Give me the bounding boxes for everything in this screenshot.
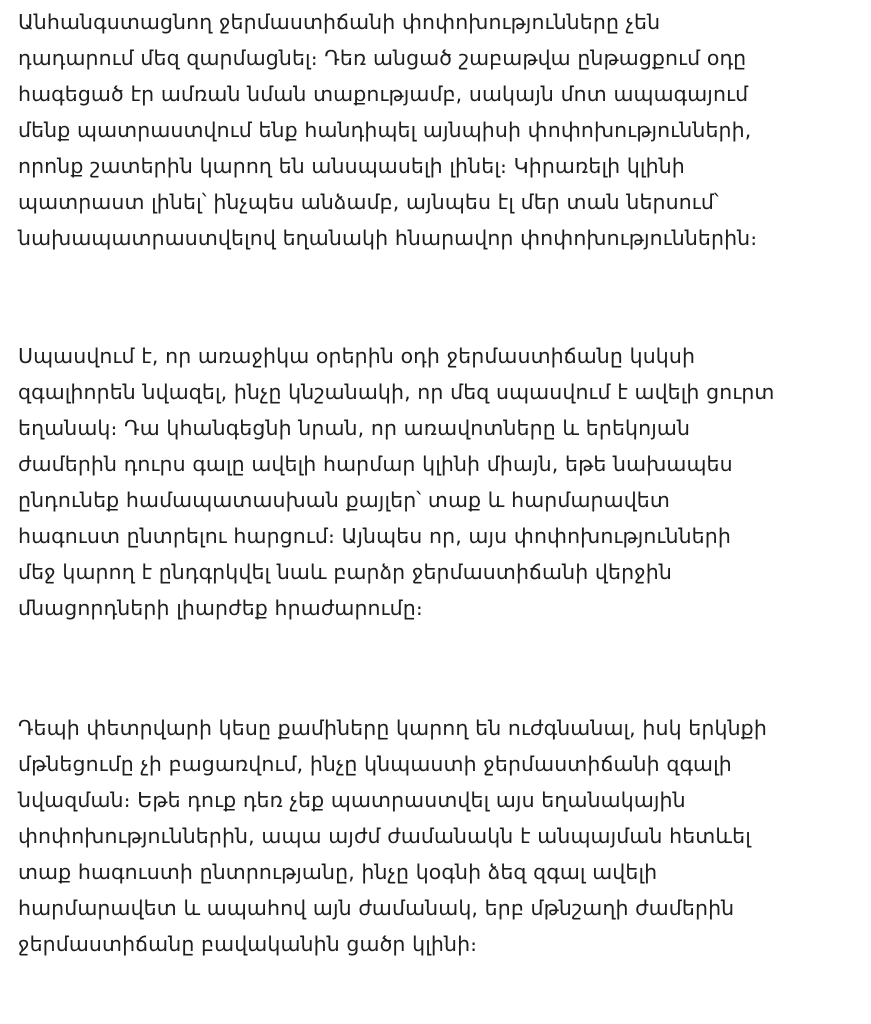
- paragraph-line: մենք պատրաստվում ենք հանդիպել այնպիսի փոփոխությունների,: [18, 118, 752, 142]
- paragraph-line: նվազման։ Եթե դուք դեռ չեք պատրաստվել այս եղանակային: [18, 788, 686, 812]
- paragraph-line: մեջ կարող է ընդգրկվել նաև բարձր ջերմաստիճանի վերջին: [18, 560, 672, 584]
- paragraph-line: տաք հագուստի ընտրությանը, ինչը կօգնի ձեզ զգալ ավելի: [18, 860, 658, 884]
- paragraph-line: որոնք շատերին կարող են անսպասելի լինել։ Կիրառելի կլինի: [18, 154, 685, 178]
- paragraph-2: [18, 338, 774, 626]
- paragraph-line: մնացորդների լիարժեք հրաժարումը։: [18, 596, 423, 620]
- paragraph-line: մթնեցումը չի բացառվում, ինչը կնպաստի ջերմաստիճանի զգալի: [18, 752, 732, 776]
- paragraph-line: Սպասվում է, որ առաջիկա օրերին օդի ջերմաստիճանը կսկսի: [18, 344, 696, 368]
- paragraph-line: փոփոխություններին, ապա այժմ ժամանակն է անպայման հետևել: [18, 824, 751, 848]
- paragraph-line: նախապատրաստվելով եղանակի հնարավոր փոփոխություններին։: [18, 226, 758, 250]
- paragraph-line: Անհանգստացնող ջերմաստիճանի փոփոխությունները չեն: [18, 10, 661, 34]
- paragraph-line: ժամերին դուրս գալը ավելի հարմար կլինի միայն, եթե նախապես: [18, 452, 733, 476]
- paragraph-line: հարմարավետ և ապահով այն ժամանակ, երբ մթնշաղի ժամերին: [18, 896, 735, 920]
- paragraph-line: պատրաստ լինել՝ ինչպես անձամբ, այնպես էլ մեր տան ներսում՝: [18, 190, 719, 214]
- paragraph-line: դադարում մեզ զարմացնել։ Դեռ անցած շաբաթվա ընթացքում օդը: [18, 46, 747, 70]
- paragraph-3: [18, 710, 767, 962]
- paragraph-line: եղանակ։ Դա կհանգեցնի նրան, որ առավոտները և երեկոյան: [18, 416, 691, 440]
- paragraph-line: զգալիորեն նվազել, ինչը կնշանակի, որ մեզ սպասվում է ավելի ցուրտ: [18, 380, 775, 404]
- paragraph-line: հագեցած էր ամռան նման տաքությամբ, սակայն մոտ ապագայում: [18, 82, 749, 106]
- paragraph-1: [18, 4, 757, 256]
- paragraph-line: հագուստ ընտրելու հարցում։ Այնպես որ, այս փոփոխությունների: [18, 524, 731, 548]
- paragraph-line: ջերմաստիճանը բավականին ցածր կլինի։: [18, 932, 478, 956]
- paragraph-line: ընդունեք համապատասխան քայլեր՝ տաք և հարմարավետ: [18, 488, 670, 512]
- paragraph-line: Դեպի փետրվարի կեսը քամիները կարող են ուժգնանալ, իսկ երկնքի: [18, 716, 767, 740]
